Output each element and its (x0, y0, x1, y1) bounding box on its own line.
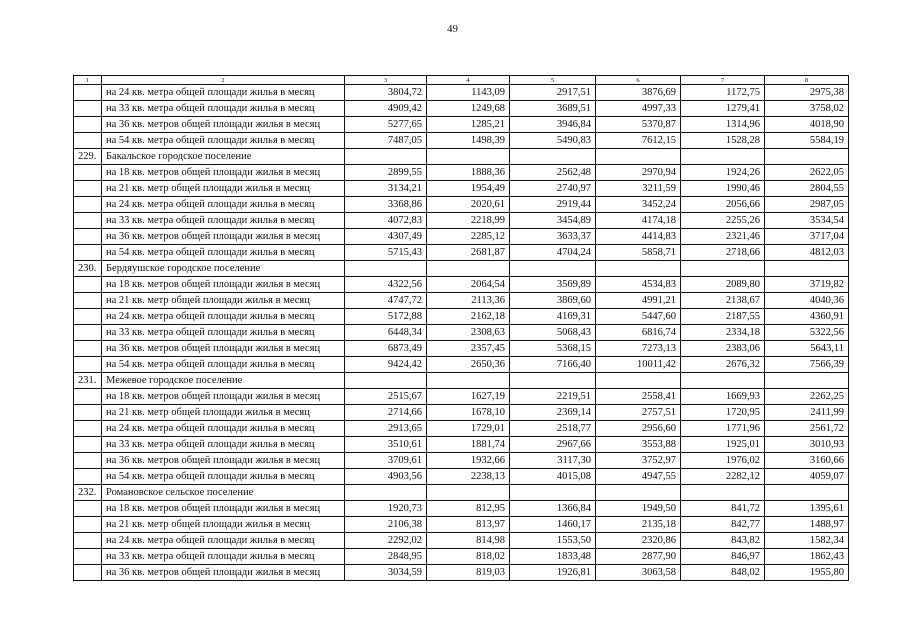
value-cell: 4903,56 (345, 469, 427, 485)
value-cell: 3719,82 (765, 277, 849, 293)
row-label: на 21 кв. метр общей площади жилья в месяц (102, 405, 345, 421)
value-cell: 3553,88 (596, 437, 681, 453)
settlement-name: Межевое городское поселение (102, 373, 345, 389)
value-cell (510, 149, 596, 165)
value-cell (510, 373, 596, 389)
row-label: на 36 кв. метров общей площади жилья в месяц (102, 453, 345, 469)
value-cell: 2917,51 (510, 85, 596, 101)
value-cell: 2970,94 (596, 165, 681, 181)
table-row (74, 469, 849, 485)
value-cell: 1279,41 (681, 101, 765, 117)
table-row (74, 165, 849, 181)
column-number: 6 (596, 76, 681, 85)
value-cell: 2334,18 (681, 325, 765, 341)
column-number: 2 (102, 76, 345, 85)
row-index (74, 325, 102, 341)
row-index: 232. (74, 485, 102, 501)
value-cell: 3454,89 (510, 213, 596, 229)
value-cell (345, 373, 427, 389)
row-label: на 54 кв. метра общей площади жилья в месяц (102, 133, 345, 149)
value-cell: 1669,93 (681, 389, 765, 405)
section-header-row (74, 373, 849, 389)
value-cell: 2804,55 (765, 181, 849, 197)
row-label: на 24 кв. метра общей площади жилья в месяц (102, 309, 345, 325)
value-cell: 4812,03 (765, 245, 849, 261)
column-number: 1 (74, 76, 102, 85)
value-cell: 2089,80 (681, 277, 765, 293)
value-cell: 1949,50 (596, 501, 681, 517)
table-row (74, 517, 849, 533)
row-label: на 36 кв. метров общей площади жилья в месяц (102, 229, 345, 245)
value-cell: 4991,21 (596, 293, 681, 309)
value-cell: 2899,55 (345, 165, 427, 181)
value-cell: 2262,25 (765, 389, 849, 405)
value-cell: 2956,60 (596, 421, 681, 437)
value-cell: 3452,24 (596, 197, 681, 213)
row-label: на 54 кв. метра общей площади жилья в месяц (102, 469, 345, 485)
value-cell: 1285,21 (427, 117, 510, 133)
value-cell: 2967,66 (510, 437, 596, 453)
value-cell: 2219,51 (510, 389, 596, 405)
value-cell (427, 261, 510, 277)
value-cell (427, 373, 510, 389)
value-cell: 813,97 (427, 517, 510, 533)
row-label: на 54 кв. метра общей площади жилья в месяц (102, 245, 345, 261)
value-cell: 4909,42 (345, 101, 427, 117)
value-cell: 2292,02 (345, 533, 427, 549)
value-cell: 1314,96 (681, 117, 765, 133)
value-cell: 5584,19 (765, 133, 849, 149)
value-cell: 3063,58 (596, 565, 681, 581)
value-cell: 3510,61 (345, 437, 427, 453)
value-cell: 1771,96 (681, 421, 765, 437)
value-cell: 2106,38 (345, 517, 427, 533)
value-cell: 1926,81 (510, 565, 596, 581)
value-cell (345, 261, 427, 277)
value-cell: 1460,17 (510, 517, 596, 533)
value-cell: 1172,75 (681, 85, 765, 101)
value-cell: 1627,19 (427, 389, 510, 405)
value-cell: 2308,63 (427, 325, 510, 341)
value-cell: 1976,02 (681, 453, 765, 469)
value-cell: 1553,50 (510, 533, 596, 549)
column-number: 8 (765, 76, 849, 85)
row-index (74, 549, 102, 565)
value-cell: 3134,21 (345, 181, 427, 197)
value-cell: 1528,28 (681, 133, 765, 149)
value-cell (596, 261, 681, 277)
value-cell: 7612,15 (596, 133, 681, 149)
value-cell: 3633,37 (510, 229, 596, 245)
value-cell: 5447,60 (596, 309, 681, 325)
value-cell: 4040,36 (765, 293, 849, 309)
row-index (74, 213, 102, 229)
value-cell: 1932,66 (427, 453, 510, 469)
value-cell: 2714,66 (345, 405, 427, 421)
value-cell: 1729,01 (427, 421, 510, 437)
value-cell (765, 261, 849, 277)
value-cell: 4414,83 (596, 229, 681, 245)
row-label: на 33 кв. метра общей площади жилья в месяц (102, 549, 345, 565)
value-cell: 4169,31 (510, 309, 596, 325)
value-cell (596, 373, 681, 389)
table-row (74, 405, 849, 421)
value-cell (765, 373, 849, 389)
value-cell: 2162,18 (427, 309, 510, 325)
row-index (74, 469, 102, 485)
value-cell: 1143,09 (427, 85, 510, 101)
value-cell: 2320,86 (596, 533, 681, 549)
column-number: 4 (427, 76, 510, 85)
value-cell: 2518,77 (510, 421, 596, 437)
value-cell: 5277,65 (345, 117, 427, 133)
table-row (74, 117, 849, 133)
value-cell: 5322,56 (765, 325, 849, 341)
row-label: на 36 кв. метров общей площади жилья в месяц (102, 341, 345, 357)
column-number: 3 (345, 76, 427, 85)
row-label: на 36 кв. метров общей площади жилья в месяц (102, 565, 345, 581)
value-cell: 2676,32 (681, 357, 765, 373)
value-cell: 4015,08 (510, 469, 596, 485)
row-index (74, 341, 102, 357)
value-cell: 10011,42 (596, 357, 681, 373)
table-row (74, 245, 849, 261)
value-cell: 841,72 (681, 501, 765, 517)
value-cell: 1366,84 (510, 501, 596, 517)
row-label: на 24 кв. метра общей площади жилья в месяц (102, 85, 345, 101)
value-cell (765, 149, 849, 165)
value-cell: 2138,67 (681, 293, 765, 309)
value-cell: 2562,48 (510, 165, 596, 181)
value-cell: 4018,90 (765, 117, 849, 133)
table-row (74, 549, 849, 565)
table-row (74, 197, 849, 213)
value-cell: 843,82 (681, 533, 765, 549)
value-cell: 2255,26 (681, 213, 765, 229)
value-cell: 2020,61 (427, 197, 510, 213)
row-label: на 21 кв. метр общей площади жилья в месяц (102, 517, 345, 533)
value-cell: 2285,12 (427, 229, 510, 245)
table-row (74, 501, 849, 517)
table-row (74, 421, 849, 437)
row-label: на 21 кв. метр общей площади жилья в месяц (102, 293, 345, 309)
row-index: 230. (74, 261, 102, 277)
row-index (74, 421, 102, 437)
value-cell: 7487,05 (345, 133, 427, 149)
value-cell (345, 149, 427, 165)
section-header-row (74, 261, 849, 277)
value-cell (596, 485, 681, 501)
row-index (74, 133, 102, 149)
value-cell: 1920,73 (345, 501, 427, 517)
value-cell (345, 485, 427, 501)
row-index (74, 405, 102, 421)
value-cell: 846,97 (681, 549, 765, 565)
value-cell: 3758,02 (765, 101, 849, 117)
value-cell: 1833,48 (510, 549, 596, 565)
table-row (74, 389, 849, 405)
value-cell: 3160,66 (765, 453, 849, 469)
value-cell: 2622,05 (765, 165, 849, 181)
value-cell: 1862,43 (765, 549, 849, 565)
value-cell: 5715,43 (345, 245, 427, 261)
value-cell: 2282,12 (681, 469, 765, 485)
value-cell: 2113,36 (427, 293, 510, 309)
value-cell: 1582,34 (765, 533, 849, 549)
value-cell: 2558,41 (596, 389, 681, 405)
row-index (74, 357, 102, 373)
value-cell: 2187,55 (681, 309, 765, 325)
value-cell: 1990,46 (681, 181, 765, 197)
value-cell (427, 149, 510, 165)
row-index (74, 565, 102, 581)
row-label: на 54 кв. метра общей площади жилья в месяц (102, 357, 345, 373)
value-cell: 1954,49 (427, 181, 510, 197)
table-row (74, 453, 849, 469)
table-row (74, 229, 849, 245)
value-cell: 4174,18 (596, 213, 681, 229)
table-row (74, 437, 849, 453)
value-cell: 2848,95 (345, 549, 427, 565)
table-row (74, 565, 849, 581)
value-cell: 3368,86 (345, 197, 427, 213)
value-cell: 5368,15 (510, 341, 596, 357)
value-cell: 2718,66 (681, 245, 765, 261)
row-label: на 21 кв. метр общей площади жилья в месяц (102, 181, 345, 197)
value-cell: 7566,39 (765, 357, 849, 373)
row-index (74, 117, 102, 133)
value-cell: 3010,93 (765, 437, 849, 453)
row-label: на 18 кв. метров общей площади жилья в месяц (102, 165, 345, 181)
value-cell: 5172,88 (345, 309, 427, 325)
row-index: 231. (74, 373, 102, 389)
value-cell: 4747,72 (345, 293, 427, 309)
value-cell: 4322,56 (345, 277, 427, 293)
value-cell: 1955,80 (765, 565, 849, 581)
value-cell: 1925,01 (681, 437, 765, 453)
value-cell (427, 485, 510, 501)
row-label: на 33 кв. метра общей площади жилья в месяц (102, 437, 345, 453)
value-cell: 5490,83 (510, 133, 596, 149)
value-cell: 2357,45 (427, 341, 510, 357)
value-cell: 4704,24 (510, 245, 596, 261)
row-label: на 24 кв. метра общей площади жилья в месяц (102, 533, 345, 549)
value-cell: 2383,06 (681, 341, 765, 357)
value-cell: 9424,42 (345, 357, 427, 373)
settlement-name: Бердяушское городское поселение (102, 261, 345, 277)
value-cell (681, 485, 765, 501)
row-index (74, 245, 102, 261)
row-index (74, 229, 102, 245)
settlement-name: Романовское сельское поселение (102, 485, 345, 501)
row-index (74, 165, 102, 181)
value-cell: 7166,40 (510, 357, 596, 373)
value-cell: 2975,38 (765, 85, 849, 101)
row-label: на 33 кв. метра общей площади жилья в месяц (102, 213, 345, 229)
value-cell: 5858,71 (596, 245, 681, 261)
column-number: 7 (681, 76, 765, 85)
table-row (74, 309, 849, 325)
value-cell: 3869,60 (510, 293, 596, 309)
value-cell: 2877,90 (596, 549, 681, 565)
value-cell: 5068,43 (510, 325, 596, 341)
value-cell: 3717,04 (765, 229, 849, 245)
row-index (74, 101, 102, 117)
value-cell: 1488,97 (765, 517, 849, 533)
value-cell: 4947,55 (596, 469, 681, 485)
column-number-row (74, 76, 849, 85)
value-cell: 848,02 (681, 565, 765, 581)
value-cell: 2321,46 (681, 229, 765, 245)
table-row (74, 357, 849, 373)
value-cell: 3117,30 (510, 453, 596, 469)
table-row (74, 533, 849, 549)
value-cell: 3211,59 (596, 181, 681, 197)
value-cell: 4072,83 (345, 213, 427, 229)
value-cell: 1924,26 (681, 165, 765, 181)
value-cell: 814,98 (427, 533, 510, 549)
page-number: 49 (447, 23, 458, 35)
value-cell: 1720,95 (681, 405, 765, 421)
value-cell: 1678,10 (427, 405, 510, 421)
value-cell (681, 149, 765, 165)
row-label: на 24 кв. метра общей площади жилья в месяц (102, 421, 345, 437)
value-cell: 2757,51 (596, 405, 681, 421)
value-cell: 842,77 (681, 517, 765, 533)
value-cell (681, 261, 765, 277)
row-index (74, 277, 102, 293)
value-cell: 3709,61 (345, 453, 427, 469)
row-index (74, 517, 102, 533)
value-cell: 1498,39 (427, 133, 510, 149)
value-cell: 6873,49 (345, 341, 427, 357)
row-label: на 33 кв. метра общей площади жилья в месяц (102, 101, 345, 117)
row-label: на 18 кв. метров общей площади жилья в месяц (102, 277, 345, 293)
row-index (74, 453, 102, 469)
row-index: 229. (74, 149, 102, 165)
value-cell: 818,02 (427, 549, 510, 565)
row-index (74, 293, 102, 309)
value-cell: 2561,72 (765, 421, 849, 437)
table-row (74, 341, 849, 357)
row-label: на 36 кв. метров общей площади жилья в месяц (102, 117, 345, 133)
value-cell: 5643,11 (765, 341, 849, 357)
value-cell: 3752,97 (596, 453, 681, 469)
value-cell: 3034,59 (345, 565, 427, 581)
row-index (74, 501, 102, 517)
value-cell: 2919,44 (510, 197, 596, 213)
value-cell: 1888,36 (427, 165, 510, 181)
table-row (74, 213, 849, 229)
value-cell (681, 373, 765, 389)
value-cell (510, 485, 596, 501)
column-number: 5 (510, 76, 596, 85)
table-row (74, 293, 849, 309)
row-index (74, 85, 102, 101)
value-cell: 1395,61 (765, 501, 849, 517)
value-cell: 3689,51 (510, 101, 596, 117)
table-row (74, 181, 849, 197)
row-label: на 18 кв. метров общей площади жилья в месяц (102, 501, 345, 517)
value-cell (596, 149, 681, 165)
value-cell: 6448,34 (345, 325, 427, 341)
value-cell: 1881,74 (427, 437, 510, 453)
value-cell: 2369,14 (510, 405, 596, 421)
value-cell: 4997,33 (596, 101, 681, 117)
row-index (74, 309, 102, 325)
table-row (74, 85, 849, 101)
value-cell: 3569,89 (510, 277, 596, 293)
section-header-row (74, 485, 849, 501)
value-cell: 2913,65 (345, 421, 427, 437)
tariff-table (73, 75, 849, 581)
value-cell: 812,95 (427, 501, 510, 517)
row-index (74, 197, 102, 213)
value-cell: 2650,36 (427, 357, 510, 373)
value-cell: 3876,69 (596, 85, 681, 101)
value-cell: 4059,07 (765, 469, 849, 485)
row-index (74, 181, 102, 197)
value-cell: 4534,83 (596, 277, 681, 293)
value-cell: 3534,54 (765, 213, 849, 229)
row-label: на 24 кв. метра общей площади жилья в месяц (102, 197, 345, 213)
value-cell: 2064,54 (427, 277, 510, 293)
value-cell: 2218,99 (427, 213, 510, 229)
value-cell: 2740,97 (510, 181, 596, 197)
value-cell: 4307,49 (345, 229, 427, 245)
value-cell: 2056,66 (681, 197, 765, 213)
row-index (74, 533, 102, 549)
table-row (74, 133, 849, 149)
value-cell: 4360,91 (765, 309, 849, 325)
value-cell: 5370,87 (596, 117, 681, 133)
value-cell: 2411,99 (765, 405, 849, 421)
value-cell: 2681,87 (427, 245, 510, 261)
value-cell (510, 261, 596, 277)
settlement-name: Бакальское городское поселение (102, 149, 345, 165)
value-cell: 3804,72 (345, 85, 427, 101)
value-cell: 6816,74 (596, 325, 681, 341)
value-cell (765, 485, 849, 501)
table-row (74, 277, 849, 293)
value-cell: 819,03 (427, 565, 510, 581)
row-index (74, 389, 102, 405)
value-cell: 2515,67 (345, 389, 427, 405)
row-label: на 33 кв. метра общей площади жилья в месяц (102, 325, 345, 341)
value-cell: 3946,84 (510, 117, 596, 133)
value-cell: 1249,68 (427, 101, 510, 117)
table-row (74, 325, 849, 341)
value-cell: 2238,13 (427, 469, 510, 485)
value-cell: 2135,18 (596, 517, 681, 533)
value-cell: 7273,13 (596, 341, 681, 357)
row-label: на 18 кв. метров общей площади жилья в месяц (102, 389, 345, 405)
table-row (74, 101, 849, 117)
section-header-row (74, 149, 849, 165)
value-cell: 2987,05 (765, 197, 849, 213)
row-index (74, 437, 102, 453)
